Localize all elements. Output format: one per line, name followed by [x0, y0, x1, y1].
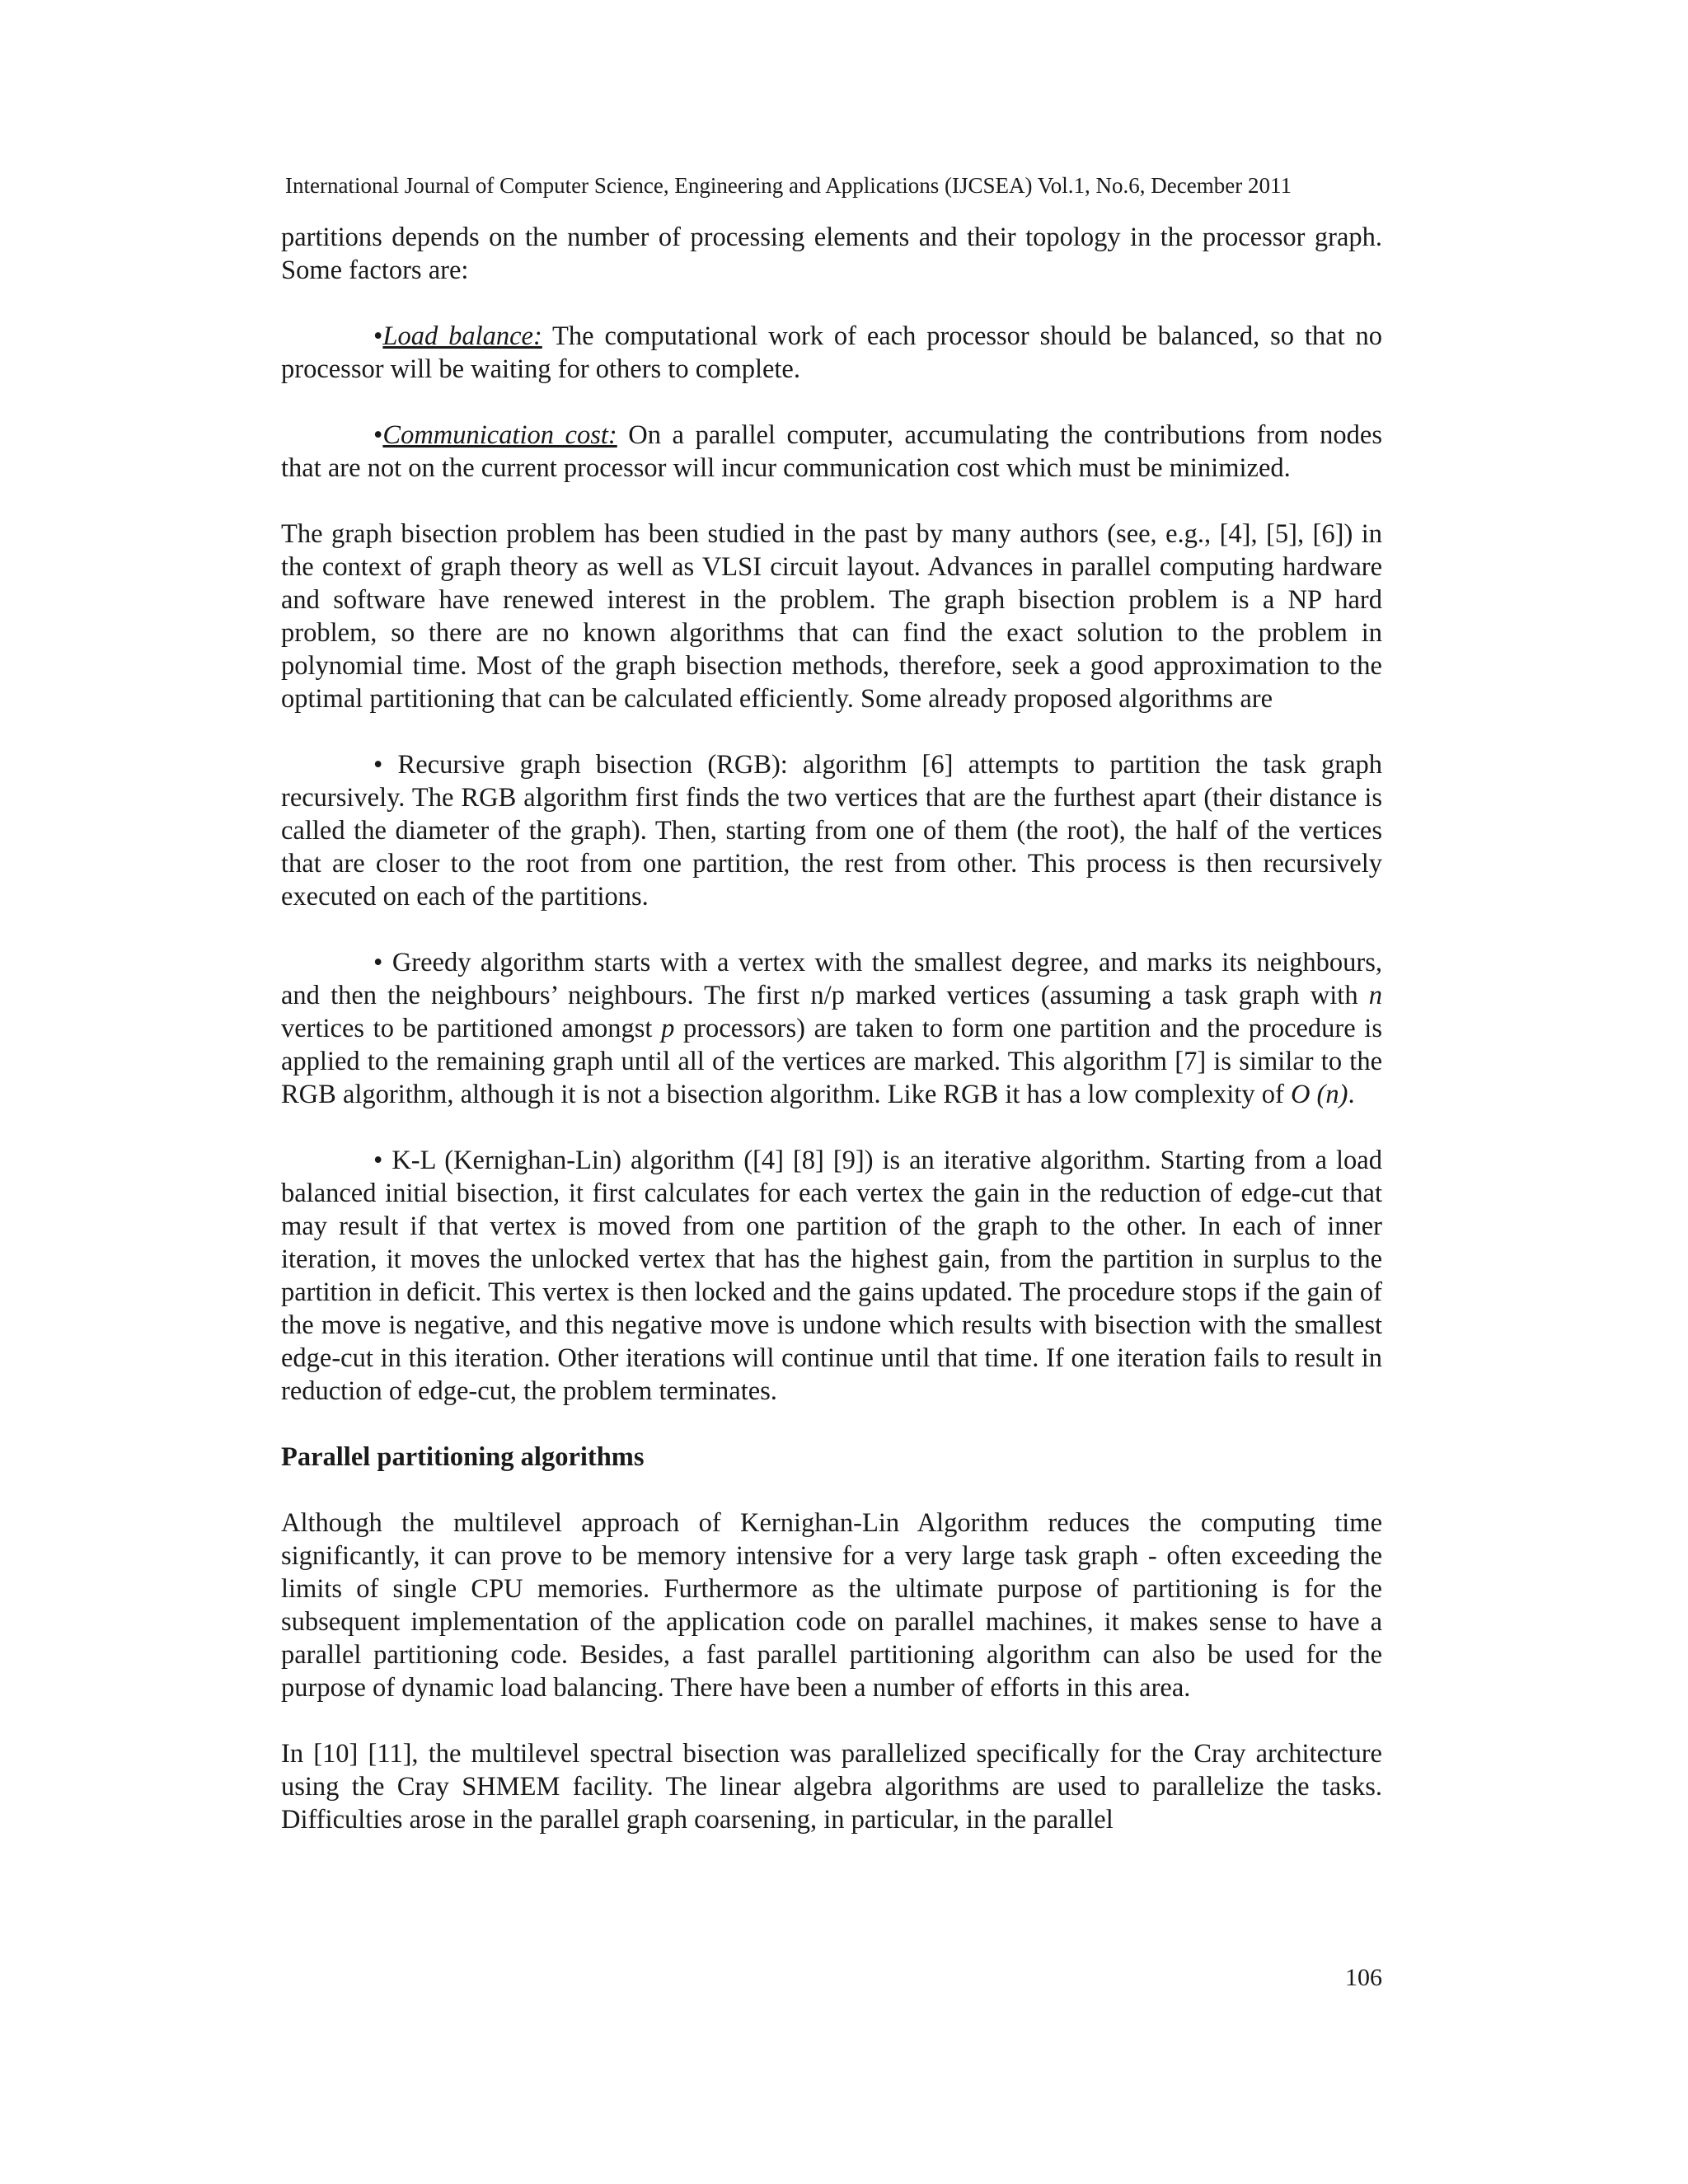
parallel-paragraph: Although the multilevel approach of Kernighan-Lin Algorithm reduces the computing time significantly, it can prove to be memory intensive for a very large task graph - often exceeding the limits of single CPU memories. Furthermore as the ultimate purpose of partitioning is for the subsequent implementation of the application code on parallel machines, it makes sense to have a parallel partitioning code. Besides, a fast parallel partitioning algorithm can also be used for the purpose of dynamic load balancing. There have been a number of efforts in this area.	[281, 1508, 1382, 1703]
load-balance-label: Load balance:	[382, 321, 542, 351]
bullet: •	[373, 420, 383, 450]
bisection-paragraph: The graph bisection problem has been studied in the past by many authors (see, e.g., [4], [5], [6]) in the context of graph theory as well as VLSI circuit layout. Advances in parallel computing hardware and software have renewed interest in the problem. The graph bisection problem is a NP hard problem, so there are no known algorithms that can find the exact solution to the problem in polynomial time. Most of the graph bisection methods, therefore, seek a good approximation to the optimal partitioning that can be calculated efficiently. Some already proposed algorithms are	[281, 519, 1382, 714]
greedy-paragraph	[281, 946, 1382, 1111]
page-body	[281, 221, 1382, 1869]
rgb-paragraph: • Recursive graph bisection (RGB): algorithm [6] attempts to partition the task graph recursively. The RGB algorithm first finds the two vertices that are the furthest apart (their distance is called the diameter of the graph). Then, starting from one of them (the root), the half of the vertices that are closer to the root from one partition, the rest from other. This process is then recursively executed on each of the partitions.	[281, 750, 1382, 912]
greedy-text-1: • Greedy algorithm starts with a vertex with the smallest degree, and marks its neighbours, and then the neighbours’ neighbours. The first n/p marked vertices (assuming a task graph with	[281, 948, 1382, 1010]
greedy-complexity: O (n)	[1290, 1080, 1348, 1109]
greedy-text-2: vertices to be partitioned amongst	[281, 1014, 662, 1043]
load-balance-text: The computational work of each processor should be balanced, so that no processor will be waiting for others to complete.	[281, 321, 1382, 384]
kl-paragraph: • K-L (Kernighan-Lin) algorithm ([4] [8] [9]) is an iterative algorithm. Starting from a load balanced initial bisection, it first calculates for each vertex the gain in the reduction of edge-cut that may result if that vertex is moved from one partition of the graph to the other. In each of inner iteration, it moves the unlocked vertex that has the highest gain, from the partition in surplus to the partition in deficit. This vertex is then locked and the gains updated. The procedure stops if the gain of the move is negative, and this negative move is undone which results with bisection with the smallest edge-cut in this iteration. Other iterations will continue until that time. If one iteration fails to result in reduction of edge-cut, the problem terminates.	[281, 1146, 1382, 1406]
greedy-var-n: n	[1368, 981, 1382, 1010]
bullet: •	[373, 321, 383, 351]
load-balance-paragraph	[281, 320, 1382, 386]
intro-paragraph: partitions depends on the number of processing elements and their topology in the processor graph. Some factors are:	[281, 223, 1382, 285]
section-heading: Parallel partitioning algorithms	[281, 1442, 645, 1472]
communication-cost-label: Communication cost:	[382, 420, 617, 450]
cray-paragraph: In [10] [11], the multilevel spectral bisection was parallelized specifically for the Cray architecture using the Cray SHMEM facility. The linear algebra algorithms are used to parallelize the tasks. Difficulties arose in the parallel graph coarsening, in particular, in the parallel	[281, 1739, 1382, 1835]
communication-cost-paragraph	[281, 419, 1382, 485]
running-head: International Journal of Computer Science, Engineering and Applications (IJCSEA) Vol.1, No.6, December 2011	[285, 173, 1292, 198]
greedy-text-3: processors) are taken to form one partition and the procedure is applied to the remaining graph until all of the vertices are marked. This algorithm [7] is similar to the RGB algorithm, although it is not a bisection algorithm. Like RGB it has a low complexity of	[281, 1014, 1382, 1109]
greedy-var-p: p	[661, 1014, 675, 1043]
communication-cost-text: On a parallel computer, accumulating the contributions from nodes that are not on the current processor will incur communication cost which must be minimized.	[281, 420, 1382, 483]
page-number: 106	[1345, 1964, 1382, 1991]
greedy-text-4: .	[1348, 1080, 1355, 1109]
